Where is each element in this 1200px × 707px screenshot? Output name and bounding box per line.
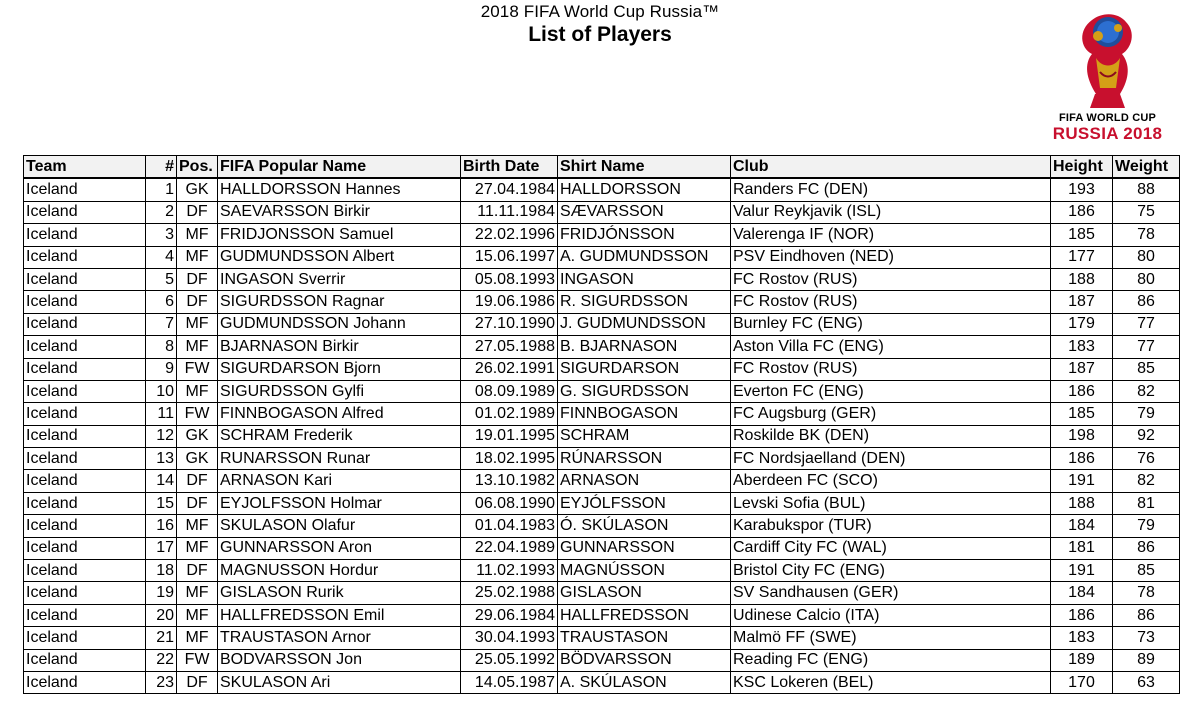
cell-height: 184 — [1051, 515, 1113, 537]
cell-weight: 80 — [1113, 246, 1180, 268]
cell-position: DF — [177, 268, 218, 290]
cell-club: Valerenga IF (NOR) — [731, 224, 1051, 246]
cell-popular-name: RUNARSSON Runar — [218, 448, 461, 470]
cell-team: Iceland — [24, 448, 146, 470]
cell-position: DF — [177, 470, 218, 492]
cell-birth-date: 19.01.1995 — [461, 425, 558, 447]
cell-popular-name: SAEVARSSON Birkir — [218, 201, 461, 223]
cell-team: Iceland — [24, 178, 146, 201]
cell-popular-name: SIGURDSSON Ragnar — [218, 291, 461, 313]
cell-weight: 77 — [1113, 336, 1180, 358]
cell-team: Iceland — [24, 224, 146, 246]
cell-birth-date: 08.09.1989 — [461, 380, 558, 402]
cell-birth-date: 27.04.1984 — [461, 178, 558, 201]
cell-shirt-name: GISLASON — [558, 582, 731, 604]
cell-position: FW — [177, 649, 218, 671]
cell-club: Malmö FF (SWE) — [731, 627, 1051, 649]
cell-team: Iceland — [24, 582, 146, 604]
table-row — [24, 201, 1180, 223]
cell-number: 1 — [146, 178, 177, 201]
cell-number: 2 — [146, 201, 177, 223]
cell-club: Roskilde BK (DEN) — [731, 425, 1051, 447]
cell-height: 186 — [1051, 604, 1113, 626]
cell-position: MF — [177, 604, 218, 626]
cell-height: 184 — [1051, 582, 1113, 604]
table-row — [24, 380, 1180, 402]
cell-number: 21 — [146, 627, 177, 649]
cell-position: MF — [177, 515, 218, 537]
cell-height: 187 — [1051, 291, 1113, 313]
cell-club: FC Nordsjaelland (DEN) — [731, 448, 1051, 470]
cell-position: FW — [177, 403, 218, 425]
logo-text-line1: FIFA WORLD CUP — [1058, 112, 1157, 124]
cell-popular-name: EYJOLFSSON Holmar — [218, 492, 461, 514]
cell-weight: 78 — [1113, 224, 1180, 246]
cell-birth-date: 25.05.1992 — [461, 649, 558, 671]
table-row — [24, 515, 1180, 537]
cell-weight: 79 — [1113, 403, 1180, 425]
cell-team: Iceland — [24, 492, 146, 514]
cell-shirt-name: HALLDORSSON — [558, 178, 731, 201]
cell-number: 14 — [146, 470, 177, 492]
column-header-club: Club — [731, 156, 1051, 179]
cell-position: MF — [177, 627, 218, 649]
cell-position: MF — [177, 582, 218, 604]
cell-height: 170 — [1051, 671, 1113, 693]
cell-number: 17 — [146, 537, 177, 559]
cell-shirt-name: RÚNARSSON — [558, 448, 731, 470]
table-row — [24, 537, 1180, 559]
cell-popular-name: GISLASON Rurik — [218, 582, 461, 604]
table-row — [24, 492, 1180, 514]
cell-shirt-name: ARNASON — [558, 470, 731, 492]
cell-birth-date: 27.05.1988 — [461, 336, 558, 358]
cell-birth-date: 18.02.1995 — [461, 448, 558, 470]
cell-popular-name: SCHRAM Frederik — [218, 425, 461, 447]
cell-club: PSV Eindhoven (NED) — [731, 246, 1051, 268]
cell-shirt-name: Ó. SKÚLASON — [558, 515, 731, 537]
cell-weight: 76 — [1113, 448, 1180, 470]
cell-position: GK — [177, 448, 218, 470]
cell-birth-date: 01.04.1983 — [461, 515, 558, 537]
cell-weight: 79 — [1113, 515, 1180, 537]
cell-popular-name: BJARNASON Birkir — [218, 336, 461, 358]
cell-weight: 81 — [1113, 492, 1180, 514]
cell-height: 186 — [1051, 201, 1113, 223]
cell-height: 188 — [1051, 492, 1113, 514]
cell-shirt-name: A. GUDMUNDSSON — [558, 246, 731, 268]
cell-weight: 73 — [1113, 627, 1180, 649]
cell-number: 20 — [146, 604, 177, 626]
cell-number: 10 — [146, 380, 177, 402]
table-row — [24, 224, 1180, 246]
table-row — [24, 425, 1180, 447]
cell-position: DF — [177, 560, 218, 582]
cell-team: Iceland — [24, 403, 146, 425]
cell-weight: 82 — [1113, 470, 1180, 492]
trophy-icon — [1040, 8, 1175, 112]
cell-weight: 75 — [1113, 201, 1180, 223]
cell-popular-name: SIGURDARSON Bjorn — [218, 358, 461, 380]
cell-club: Bristol City FC (ENG) — [731, 560, 1051, 582]
cell-club: FC Augsburg (GER) — [731, 403, 1051, 425]
cell-height: 187 — [1051, 358, 1113, 380]
table-row — [24, 313, 1180, 335]
cell-height: 186 — [1051, 448, 1113, 470]
cell-height: 191 — [1051, 560, 1113, 582]
cell-weight: 78 — [1113, 582, 1180, 604]
cell-number: 3 — [146, 224, 177, 246]
cell-weight: 80 — [1113, 268, 1180, 290]
cell-club: FC Rostov (RUS) — [731, 291, 1051, 313]
cell-weight: 88 — [1113, 178, 1180, 201]
cell-popular-name: TRAUSTASON Arnor — [218, 627, 461, 649]
cell-position: MF — [177, 224, 218, 246]
cell-birth-date: 11.11.1984 — [461, 201, 558, 223]
cell-club: SV Sandhausen (GER) — [731, 582, 1051, 604]
cell-number: 6 — [146, 291, 177, 313]
table-header-row — [24, 156, 1180, 179]
cell-shirt-name: B. BJARNASON — [558, 336, 731, 358]
table-row — [24, 649, 1180, 671]
cell-team: Iceland — [24, 425, 146, 447]
table-row — [24, 582, 1180, 604]
cell-birth-date: 11.02.1993 — [461, 560, 558, 582]
cell-birth-date: 14.05.1987 — [461, 671, 558, 693]
table-row — [24, 358, 1180, 380]
cell-popular-name: INGASON Sverrir — [218, 268, 461, 290]
cell-team: Iceland — [24, 671, 146, 693]
cell-team: Iceland — [24, 537, 146, 559]
cell-team: Iceland — [24, 380, 146, 402]
cell-birth-date: 22.02.1996 — [461, 224, 558, 246]
column-header-position: Pos. — [177, 156, 218, 179]
cell-shirt-name: MAGNÚSSON — [558, 560, 731, 582]
table-row — [24, 336, 1180, 358]
cell-shirt-name: A. SKÚLASON — [558, 671, 731, 693]
cell-club: Levski Sofia (BUL) — [731, 492, 1051, 514]
cell-height: 183 — [1051, 336, 1113, 358]
cell-height: 188 — [1051, 268, 1113, 290]
cell-shirt-name: TRAUSTASON — [558, 627, 731, 649]
page-subtitle: 2018 FIFA World Cup Russia™ — [480, 2, 720, 21]
cell-height: 198 — [1051, 425, 1113, 447]
cell-position: MF — [177, 380, 218, 402]
cell-shirt-name: J. GUDMUNDSSON — [558, 313, 731, 335]
column-header-height: Height — [1051, 156, 1113, 179]
cell-birth-date: 26.02.1991 — [461, 358, 558, 380]
cell-number: 16 — [146, 515, 177, 537]
cell-birth-date: 29.06.1984 — [461, 604, 558, 626]
cell-position: GK — [177, 425, 218, 447]
cell-number: 4 — [146, 246, 177, 268]
cell-team: Iceland — [24, 201, 146, 223]
cell-shirt-name: SIGURDARSON — [558, 358, 731, 380]
table-row — [24, 246, 1180, 268]
cell-club: FC Rostov (RUS) — [731, 358, 1051, 380]
cell-team: Iceland — [24, 560, 146, 582]
cell-team: Iceland — [24, 627, 146, 649]
cell-weight: 63 — [1113, 671, 1180, 693]
cell-birth-date: 01.02.1989 — [461, 403, 558, 425]
cell-club: Aberdeen FC (SCO) — [731, 470, 1051, 492]
cell-weight: 85 — [1113, 358, 1180, 380]
column-header-weight: Weight — [1113, 156, 1180, 179]
cell-club: Randers FC (DEN) — [731, 178, 1051, 201]
cell-birth-date: 27.10.1990 — [461, 313, 558, 335]
cell-team: Iceland — [24, 313, 146, 335]
column-header-birth-date: Birth Date — [461, 156, 558, 179]
cell-height: 186 — [1051, 380, 1113, 402]
cell-number: 5 — [146, 268, 177, 290]
cell-position: DF — [177, 492, 218, 514]
cell-club: Reading FC (ENG) — [731, 649, 1051, 671]
cell-popular-name: SKULASON Ari — [218, 671, 461, 693]
cell-height: 189 — [1051, 649, 1113, 671]
cell-height: 179 — [1051, 313, 1113, 335]
cell-shirt-name: HALLFREDSSON — [558, 604, 731, 626]
cell-shirt-name: SÆVARSSON — [558, 201, 731, 223]
cell-club: Burnley FC (ENG) — [731, 313, 1051, 335]
logo-text-line2: RUSSIA 2018 — [1052, 124, 1163, 143]
cell-shirt-name: FRIDJÓNSSON — [558, 224, 731, 246]
cell-popular-name: ARNASON Kari — [218, 470, 461, 492]
cell-weight: 89 — [1113, 649, 1180, 671]
cell-position: DF — [177, 201, 218, 223]
cell-popular-name: MAGNUSSON Hordur — [218, 560, 461, 582]
cell-popular-name: GUDMUNDSSON Albert — [218, 246, 461, 268]
cell-shirt-name: FINNBOGASON — [558, 403, 731, 425]
cell-number: 19 — [146, 582, 177, 604]
cell-shirt-name: R. SIGURDSSON — [558, 291, 731, 313]
cell-shirt-name: SCHRAM — [558, 425, 731, 447]
cell-shirt-name: EYJÓLFSSON — [558, 492, 731, 514]
cell-team: Iceland — [24, 291, 146, 313]
cell-birth-date: 25.02.1988 — [461, 582, 558, 604]
cell-birth-date: 22.04.1989 — [461, 537, 558, 559]
cell-position: DF — [177, 291, 218, 313]
cell-position: MF — [177, 537, 218, 559]
cell-club: Everton FC (ENG) — [731, 380, 1051, 402]
cell-number: 11 — [146, 403, 177, 425]
table-row — [24, 448, 1180, 470]
cell-birth-date: 05.08.1993 — [461, 268, 558, 290]
cell-height: 177 — [1051, 246, 1113, 268]
table-row — [24, 178, 1180, 201]
cell-height: 183 — [1051, 627, 1113, 649]
cell-club: KSC Lokeren (BEL) — [731, 671, 1051, 693]
cell-height: 185 — [1051, 403, 1113, 425]
cell-club: Karabukspor (TUR) — [731, 515, 1051, 537]
cell-popular-name: HALLDORSSON Hannes — [218, 178, 461, 201]
table-row — [24, 604, 1180, 626]
table-row — [24, 470, 1180, 492]
cell-number: 22 — [146, 649, 177, 671]
cell-number: 7 — [146, 313, 177, 335]
table-row — [24, 671, 1180, 693]
cell-position: MF — [177, 313, 218, 335]
cell-height: 193 — [1051, 178, 1113, 201]
cell-number: 13 — [146, 448, 177, 470]
cell-height: 185 — [1051, 224, 1113, 246]
cell-team: Iceland — [24, 268, 146, 290]
cell-height: 181 — [1051, 537, 1113, 559]
cell-weight: 92 — [1113, 425, 1180, 447]
cell-team: Iceland — [24, 358, 146, 380]
column-header-popular-name: FIFA Popular Name — [218, 156, 461, 179]
cell-number: 8 — [146, 336, 177, 358]
cell-birth-date: 19.06.1986 — [461, 291, 558, 313]
cell-popular-name: GUNNARSSON Aron — [218, 537, 461, 559]
players-table — [23, 155, 1180, 694]
cell-shirt-name: G. SIGURDSSON — [558, 380, 731, 402]
cell-popular-name: SIGURDSSON Gylfi — [218, 380, 461, 402]
cell-birth-date: 30.04.1993 — [461, 627, 558, 649]
cell-club: Aston Villa FC (ENG) — [731, 336, 1051, 358]
cell-shirt-name: INGASON — [558, 268, 731, 290]
cell-number: 15 — [146, 492, 177, 514]
cell-team: Iceland — [24, 649, 146, 671]
cell-birth-date: 13.10.1982 — [461, 470, 558, 492]
column-header-number: # — [146, 156, 177, 179]
cell-popular-name: SKULASON Olafur — [218, 515, 461, 537]
cell-shirt-name: GUNNARSSON — [558, 537, 731, 559]
cell-birth-date: 15.06.1997 — [461, 246, 558, 268]
cell-number: 18 — [146, 560, 177, 582]
cell-team: Iceland — [24, 336, 146, 358]
cell-weight: 77 — [1113, 313, 1180, 335]
cell-popular-name: HALLFREDSSON Emil — [218, 604, 461, 626]
cell-team: Iceland — [24, 470, 146, 492]
cell-number: 23 — [146, 671, 177, 693]
cell-popular-name: FINNBOGASON Alfred — [218, 403, 461, 425]
cell-club: Cardiff City FC (WAL) — [731, 537, 1051, 559]
cell-popular-name: FRIDJONSSON Samuel — [218, 224, 461, 246]
cell-position: FW — [177, 358, 218, 380]
cell-weight: 86 — [1113, 604, 1180, 626]
world-cup-logo — [1040, 8, 1175, 143]
cell-position: DF — [177, 671, 218, 693]
table-row — [24, 627, 1180, 649]
cell-position: GK — [177, 178, 218, 201]
cell-club: Udinese Calcio (ITA) — [731, 604, 1051, 626]
cell-weight: 86 — [1113, 537, 1180, 559]
table-row — [24, 403, 1180, 425]
cell-weight: 85 — [1113, 560, 1180, 582]
column-header-team: Team — [24, 156, 146, 179]
table-row — [24, 560, 1180, 582]
table-row — [24, 291, 1180, 313]
cell-weight: 86 — [1113, 291, 1180, 313]
cell-team: Iceland — [24, 604, 146, 626]
cell-position: MF — [177, 246, 218, 268]
cell-shirt-name: BÖDVARSSON — [558, 649, 731, 671]
cell-team: Iceland — [24, 515, 146, 537]
cell-height: 191 — [1051, 470, 1113, 492]
cell-birth-date: 06.08.1990 — [461, 492, 558, 514]
cell-popular-name: GUDMUNDSSON Johann — [218, 313, 461, 335]
cell-number: 9 — [146, 358, 177, 380]
cell-position: MF — [177, 336, 218, 358]
cell-popular-name: BODVARSSON Jon — [218, 649, 461, 671]
cell-team: Iceland — [24, 246, 146, 268]
cell-weight: 82 — [1113, 380, 1180, 402]
cell-club: FC Rostov (RUS) — [731, 268, 1051, 290]
column-header-shirt-name: Shirt Name — [558, 156, 731, 179]
table-row — [24, 268, 1180, 290]
cell-number: 12 — [146, 425, 177, 447]
page-title: List of Players — [528, 23, 672, 46]
cell-club: Valur Reykjavik (ISL) — [731, 201, 1051, 223]
